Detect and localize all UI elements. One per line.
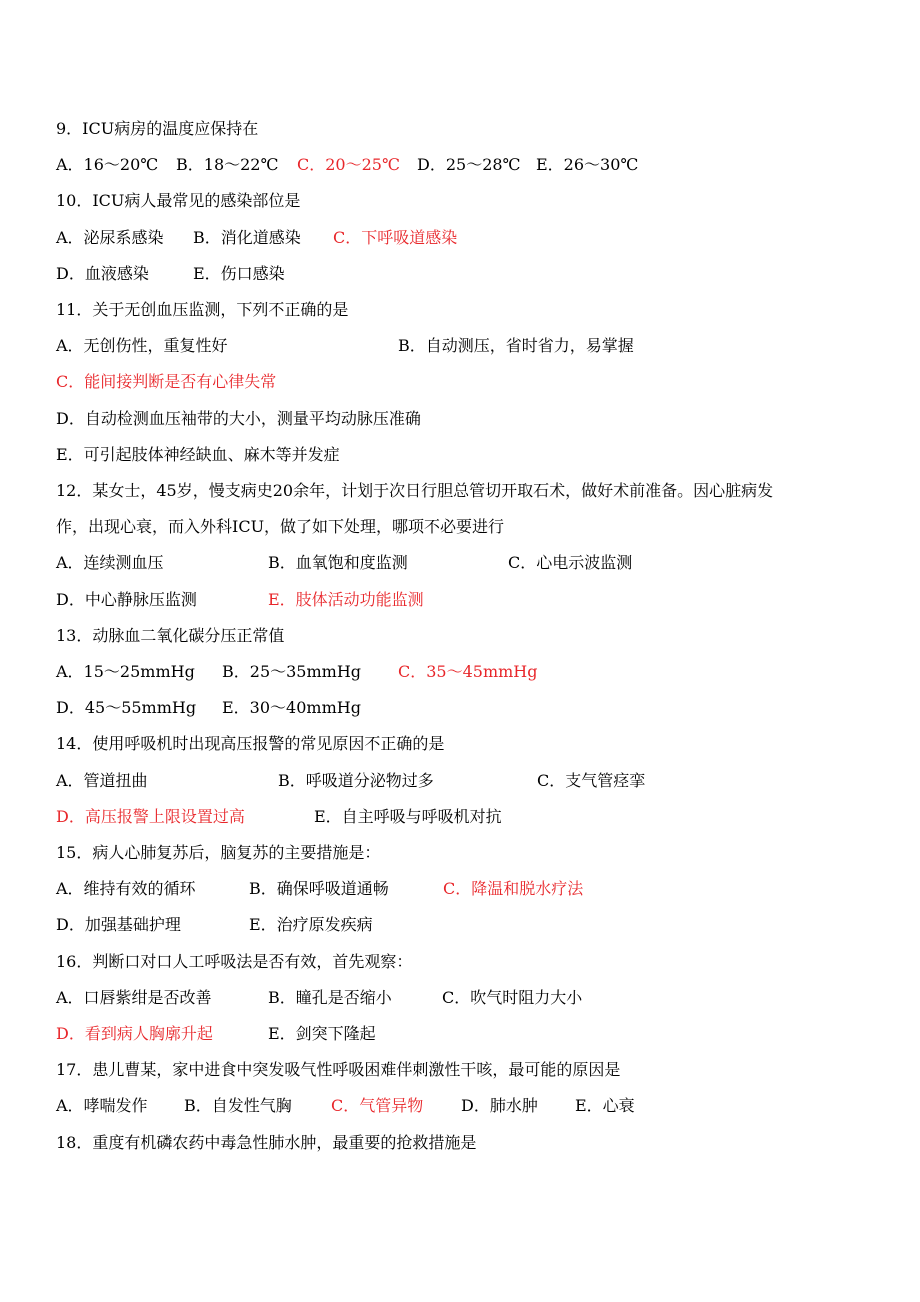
question-10-stem: 10．ICU病人最常见的感染部位是 (56, 191, 301, 211)
question-11-stem: 11．关于无创血压监测，下列不正确的是 (56, 300, 349, 319)
question-17-stem: 17．患儿曹某，家中进食中突发吸气性呼吸困难伴刺激性干咳，最可能的原因是 (56, 1060, 621, 1080)
option-c-answer: C．35～45mmHg (398, 662, 538, 681)
option-d: D．血液感染 (56, 263, 149, 283)
option-b: B．确保呼吸道通畅 (249, 879, 389, 899)
question-16-stem: 16．判断口对口人工呼吸法是否有效，首先观察： (56, 951, 413, 971)
option-b: B．消化道感染 (193, 227, 301, 247)
option-b: B．瞳孔是否缩小 (268, 987, 392, 1007)
option-a: A．哮喘发作 (56, 1096, 148, 1116)
option-d: D．25～28℃ (417, 155, 521, 175)
option-b: B．呼吸道分泌物过多 (278, 770, 434, 790)
option-b: B．自发性气胸 (184, 1096, 292, 1116)
option-c: C．吹气时阻力大小 (442, 987, 583, 1007)
option-c-answer: C．下呼吸道感染 (333, 227, 458, 247)
question-18-stem: 18．重度有机磷农药中毒急性肺水肿，最重要的抢救措施是 (56, 1132, 477, 1152)
option-d: D．自动检测血压袖带的大小，测量平均动脉压准确 (56, 408, 421, 428)
option-a: A．管道扭曲 (56, 770, 148, 790)
question-13-stem: 13．动脉血二氧化碳分压正常值 (56, 625, 285, 645)
option-e: E．心衰 (575, 1096, 635, 1116)
option-e: E．可引起肢体神经缺血、麻木等并发症 (56, 444, 340, 464)
option-e-answer: E．肢体活动功能监测 (268, 589, 424, 609)
option-a: A．16～20℃ (56, 155, 159, 175)
question-12-stem: 作，出现心衰，而入外科ICU，做了如下处理，哪项不必要进行 (56, 517, 505, 537)
option-c: C．支气管痉挛 (537, 770, 646, 790)
option-e: E．30～40mmHg (222, 698, 361, 718)
option-b: B．18～22℃ (176, 155, 279, 175)
option-a: A．无创伤性，重复性好 (56, 336, 228, 356)
option-b: B．血氧饱和度监测 (268, 553, 408, 573)
option-e: E．剑突下隆起 (268, 1024, 376, 1043)
option-b: B．25～35mmHg (222, 662, 362, 681)
option-e: E．26～30℃ (536, 155, 639, 175)
option-d: D．45～55mmHg (56, 698, 197, 718)
option-d: D．肺水肿 (461, 1096, 538, 1116)
option-c-answer: C．20～25℃ (297, 155, 400, 175)
option-b: B．自动测压，省时省力，易掌握 (398, 336, 634, 356)
question-15-stem: 15．病人心肺复苏后，脑复苏的主要措施是： (56, 843, 381, 862)
option-e: E．治疗原发疾病 (249, 915, 373, 935)
option-a: A．15～25mmHg (56, 662, 195, 681)
option-a: A．连续测血压 (56, 553, 164, 573)
option-a: A．口唇紫绀是否改善 (56, 987, 212, 1007)
question-9-stem: 9．ICU病房的温度应保持在 (56, 119, 259, 138)
option-e: E．自主呼吸与呼吸机对抗 (314, 806, 502, 826)
option-d: D．加强基础护理 (56, 915, 181, 935)
option-c: C．心电示波监测 (508, 553, 633, 573)
option-c-answer: C．气管异物 (331, 1096, 424, 1116)
option-d-answer: D．高压报警上限设置过高 (56, 806, 245, 826)
question-12-stem: 12．某女士，45岁，慢支病史20余年，计划于次日行胆总管切开取石术，做好术前准备。因心脏病发 (56, 481, 774, 500)
option-c-answer: C．能间接判断是否有心律失常 (56, 372, 277, 392)
option-d: D．中心静脉压监测 (56, 589, 197, 609)
option-a: A．泌尿系感染 (56, 227, 164, 247)
option-a: A．维持有效的循环 (56, 879, 196, 899)
option-e: E．伤口感染 (193, 263, 285, 283)
option-d-answer: D．看到病人胸廓升起 (56, 1024, 213, 1043)
option-c-answer: C．降温和脱水疗法 (443, 879, 584, 899)
question-14-stem: 14．使用呼吸机时出现高压报警的常见原因不正确的是 (56, 734, 445, 754)
